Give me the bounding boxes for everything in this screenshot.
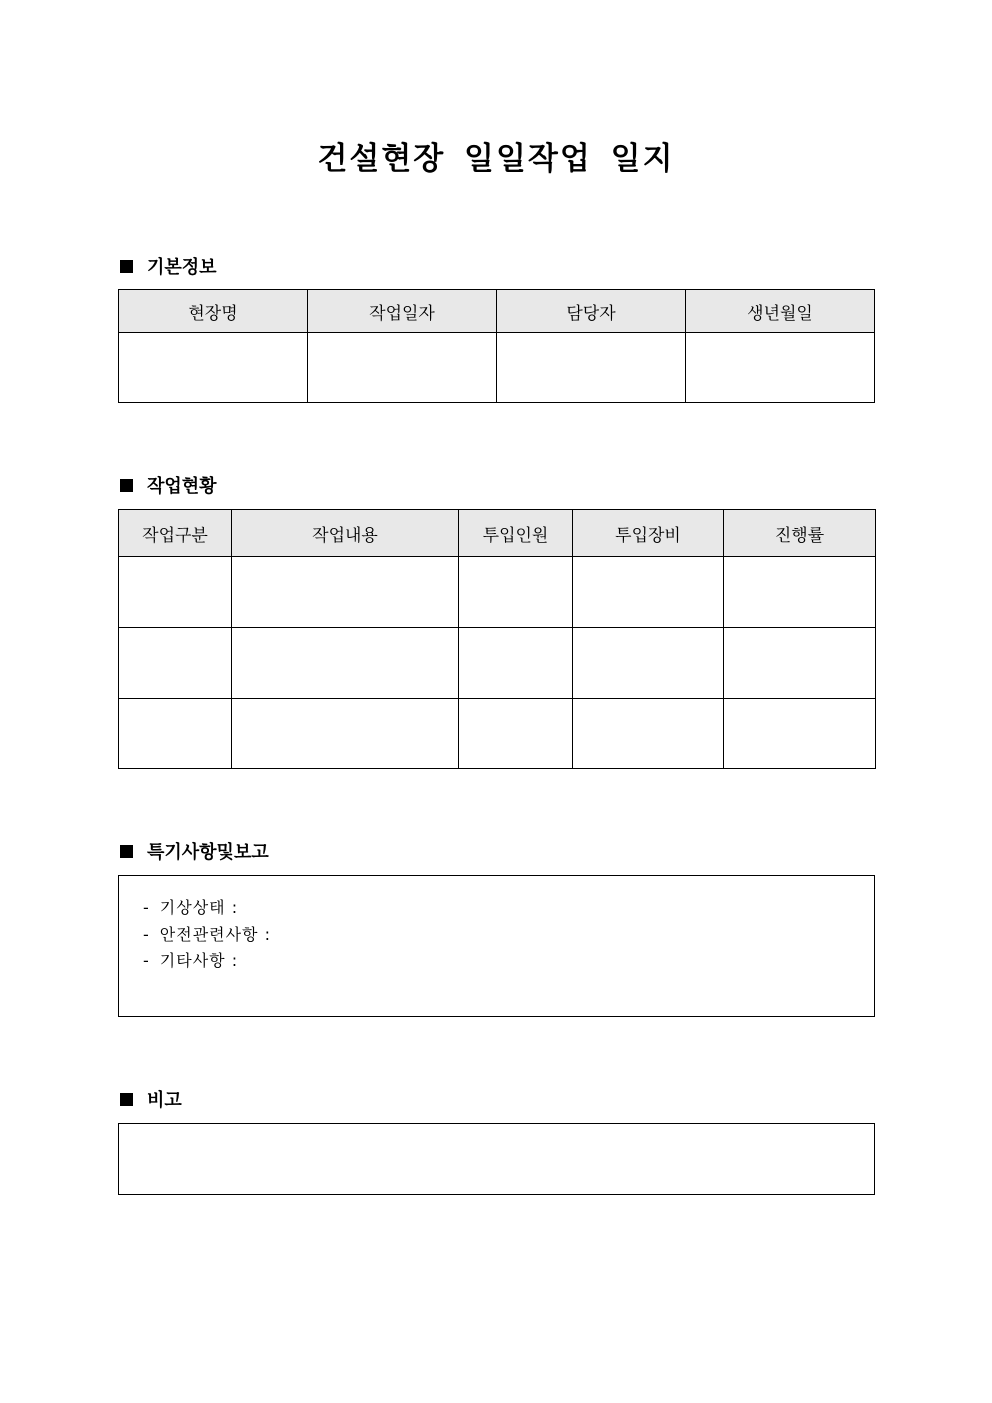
- section-heading-label: 비고: [147, 1090, 182, 1111]
- remarks-box[interactable]: [118, 1123, 875, 1195]
- header-work-date: 작업일자: [308, 290, 497, 333]
- table-row: [119, 333, 875, 403]
- header-progress: 진행률: [724, 510, 876, 557]
- special-note-label: 안전관련사항 :: [159, 924, 271, 944]
- cell-personnel[interactable]: [459, 699, 573, 769]
- cell-work-category[interactable]: [119, 628, 232, 699]
- cell-equipment[interactable]: [573, 699, 724, 769]
- section-heading-label: 작업현황: [147, 476, 217, 497]
- cell-work-category[interactable]: [119, 557, 232, 628]
- dash-marker: -: [143, 898, 150, 917]
- cell-progress[interactable]: [724, 699, 876, 769]
- dash-marker: -: [143, 951, 150, 970]
- section-heading-work: [118, 472, 217, 498]
- header-site-name: 현장명: [119, 290, 308, 333]
- header-equipment: 투입장비: [573, 510, 724, 557]
- page-title: 건설현장 일일작업 일지: [317, 141, 675, 177]
- special-note-other: [143, 948, 271, 975]
- square-bullet-icon: [120, 1093, 133, 1106]
- cell-work-content[interactable]: [232, 557, 459, 628]
- work-status-table: [118, 509, 876, 769]
- cell-work-date[interactable]: [308, 333, 497, 403]
- table-row: [119, 557, 876, 628]
- table-header-row: [119, 510, 876, 557]
- square-bullet-icon: [120, 479, 133, 492]
- cell-work-category[interactable]: [119, 699, 232, 769]
- header-work-category: 작업구분: [119, 510, 232, 557]
- table-header-row: [119, 290, 875, 333]
- header-personnel: 투입인원: [459, 510, 573, 557]
- cell-personnel[interactable]: [459, 557, 573, 628]
- cell-site-name[interactable]: [119, 333, 308, 403]
- special-note-weather: [143, 895, 271, 922]
- square-bullet-icon: [120, 260, 133, 273]
- special-note-label: 기타사항 :: [159, 951, 239, 970]
- section-heading-basic: [118, 253, 217, 279]
- dash-marker: -: [143, 924, 150, 944]
- cell-progress[interactable]: [724, 628, 876, 699]
- header-work-content: 작업내용: [232, 510, 459, 557]
- special-note-safety: [143, 922, 271, 949]
- header-manager: 담당자: [497, 290, 686, 333]
- square-bullet-icon: [120, 845, 133, 858]
- header-birth-date: 생년월일: [686, 290, 875, 333]
- section-heading-label: 특기사항및보고: [147, 842, 269, 863]
- cell-birth-date[interactable]: [686, 333, 875, 403]
- section-heading-special: [118, 838, 269, 864]
- table-row: [119, 628, 876, 699]
- cell-work-content[interactable]: [232, 699, 459, 769]
- special-notes-box[interactable]: [118, 875, 875, 1017]
- basic-info-table: [118, 289, 875, 403]
- cell-personnel[interactable]: [459, 628, 573, 699]
- special-note-label: 기상상태 :: [159, 898, 239, 917]
- cell-progress[interactable]: [724, 557, 876, 628]
- section-heading-label: 기본정보: [147, 257, 217, 278]
- table-row: [119, 699, 876, 769]
- section-heading-remarks: [118, 1086, 182, 1112]
- cell-work-content[interactable]: [232, 628, 459, 699]
- cell-equipment[interactable]: [573, 628, 724, 699]
- cell-equipment[interactable]: [573, 557, 724, 628]
- cell-manager[interactable]: [497, 333, 686, 403]
